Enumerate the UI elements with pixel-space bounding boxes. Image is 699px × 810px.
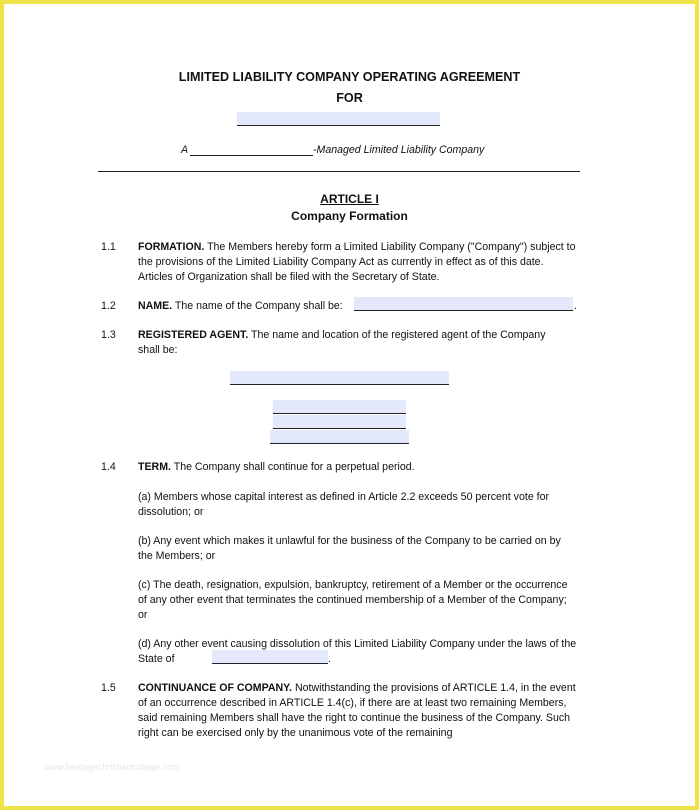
article-heading: ARTICLE I bbox=[320, 192, 379, 206]
managed-suffix: -Managed Limited Liability Company bbox=[313, 144, 485, 156]
agent-name-field[interactable] bbox=[230, 371, 449, 385]
section-number: 1.2 bbox=[101, 300, 116, 312]
section-number: 1.4 bbox=[101, 461, 116, 473]
period: . bbox=[328, 653, 331, 665]
agent-address-line1-field[interactable] bbox=[273, 400, 406, 414]
management-type-field[interactable] bbox=[190, 155, 313, 156]
managed-prefix: A bbox=[181, 144, 189, 156]
section-title: REGISTERED AGENT. bbox=[138, 329, 249, 341]
company-legal-name-field[interactable] bbox=[354, 297, 573, 311]
section-formation bbox=[138, 240, 578, 285]
period: . bbox=[574, 300, 577, 312]
section-title: NAME. bbox=[138, 300, 173, 312]
section-name bbox=[138, 299, 343, 314]
term-item-d-text: (d) Any other event causing dissolution of this Limited Liability Company under the laws of the State of bbox=[138, 638, 577, 665]
state-field[interactable] bbox=[212, 650, 328, 664]
company-name-field[interactable] bbox=[237, 112, 440, 126]
term-item-b: (b) Any event which makes it unlawful for the business of the Company to be carried on by the Members; or bbox=[138, 535, 561, 562]
section-text: The Company shall continue for a perpetual period. bbox=[170, 461, 415, 473]
section-term bbox=[138, 460, 415, 475]
agent-address-line2-field[interactable] bbox=[273, 415, 406, 429]
article-subheading: Company Formation bbox=[291, 209, 408, 223]
section-text: The Members hereby form a Limited Liability Company ("Company") subject to the provisions of the Limited Liability Company Act as currently in effect as of this date. Articles of Organization shall be filed with the Secretary of State. bbox=[138, 241, 576, 283]
section-title: CONTINUANCE OF COMPANY. bbox=[138, 682, 293, 694]
document-title: LIMITED LIABILITY COMPANY OPERATING AGREEMENT bbox=[178, 70, 521, 84]
header-divider bbox=[98, 171, 580, 172]
section-title: TERM. bbox=[138, 461, 171, 473]
term-item-c: (c) The death, resignation, expulsion, bankruptcy, retirement of a Member or the occurrence of any other event that terminates the continued membership of a Member of the Company; or bbox=[138, 579, 568, 621]
section-text: The name of the Company shall be: bbox=[172, 300, 343, 312]
watermark-text: www.heritagechristiancollege.com bbox=[44, 762, 180, 772]
section-text: The name and location of the registered agent of the Company shall be: bbox=[138, 329, 546, 356]
agent-address-line3-field[interactable] bbox=[270, 430, 409, 444]
section-number: 1.5 bbox=[101, 682, 116, 694]
section-number: 1.3 bbox=[101, 329, 116, 341]
term-item-d bbox=[138, 637, 578, 667]
section-continuance bbox=[138, 681, 578, 741]
section-text: Notwithstanding the provisions of ARTICLE 1.4, in the event of an occurrence described in ARTICLE 1.4(c), if there are at least two remaining Members, said remaining Members shall have the right to continue the business of the Company. Such right can be exercised only by the unanimous vote of the remaining bbox=[138, 682, 576, 739]
section-registered-agent bbox=[138, 328, 568, 358]
section-number: 1.1 bbox=[101, 241, 116, 253]
document-title-for: FOR bbox=[336, 91, 363, 105]
document-page bbox=[4, 4, 695, 806]
section-title: FORMATION. bbox=[138, 241, 205, 253]
term-item-a: (a) Members whose capital interest as defined in Article 2.2 exceeds 50 percent vote for dissolution; or bbox=[138, 491, 550, 518]
